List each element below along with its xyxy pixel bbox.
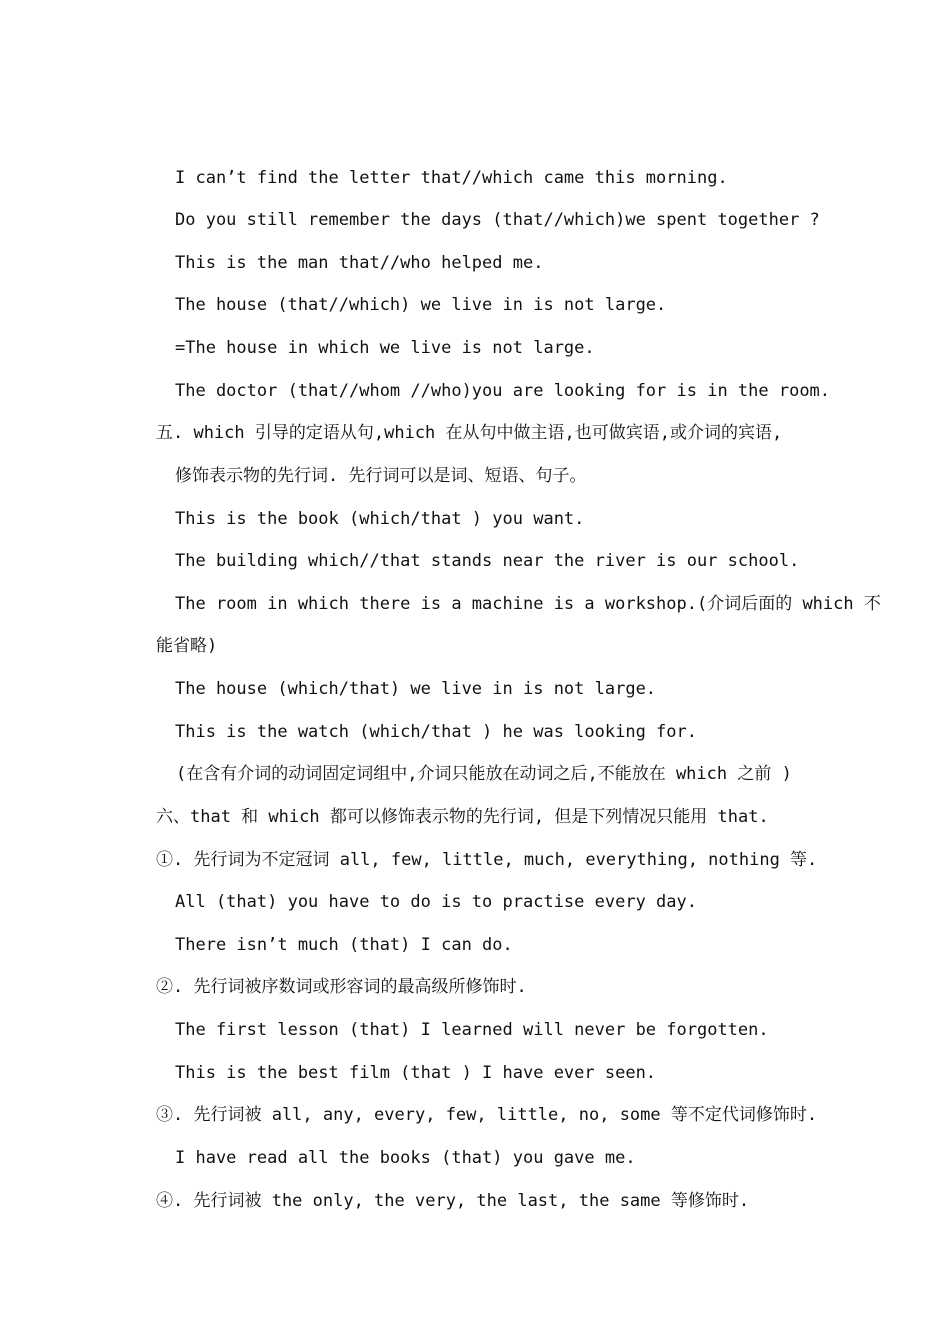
rule-item-2: ②. 先行词被序数词或形容词的最高级所修饰时. [156,977,527,997]
rule-item-1: ①. 先行词为不定冠词 all, few, little, much, everything, nothing 等. [156,850,818,870]
example-sentence: The doctor (that//whom //who)you are looking for is in the room. [175,381,831,401]
example-sentence: Do you still remember the days (that//which)we spent together ? [175,210,820,230]
example-sentence: This is the book (which/that ) you want. [175,509,585,529]
example-sentence: This is the man that//who helped me. [175,253,544,273]
section-text: 修饰表示物的先行词. 先行词可以是词、短语、句子。 [175,466,587,486]
example-sentence: =The house in which we live is not large. [175,338,595,358]
example-sentence: The first lesson (that) I learned will never be forgotten. [175,1020,769,1040]
example-sentence: I can’t find the letter that//which came this morning. [175,168,728,188]
example-sentence: The room in which there is a machine is a workshop.(介词后面的 which 不 [175,594,881,614]
example-sentence: This is the best film (that ) I have ever seen. [175,1063,657,1083]
section-heading-5: 五. which 引导的定语从句,which 在从句中做主语,也可做宾语,或介词的宾语, [156,423,783,443]
example-sentence: The building which//that stands near the river is our school. [175,551,800,571]
example-sentence-continued: 能省略) [156,636,218,656]
example-sentence: There isn’t much (that) I can do. [175,935,513,955]
example-sentence: This is the watch (which/that ) he was looking for. [175,722,697,742]
section-heading-6: 六、that 和 which 都可以修饰表示物的先行词, 但是下列情况只能用 that. [156,807,769,827]
rule-item-4: ④. 先行词被 the only, the very, the last, the same 等修饰时. [156,1191,750,1211]
example-sentence: The house (that//which) we live in is not large. [175,295,667,315]
example-sentence: The house (which/that) we live in is not large. [175,679,657,699]
rule-item-3: ③. 先行词被 all, any, every, few, little, no, some 等不定代词修饰时. [156,1105,818,1125]
note-text: (在含有介词的动词固定词组中,介词只能放在动词之后,不能放在 which 之前 ) [176,764,792,784]
example-sentence: I have read all the books (that) you gave me. [175,1148,636,1168]
example-sentence: All (that) you have to do is to practise every day. [175,892,697,912]
